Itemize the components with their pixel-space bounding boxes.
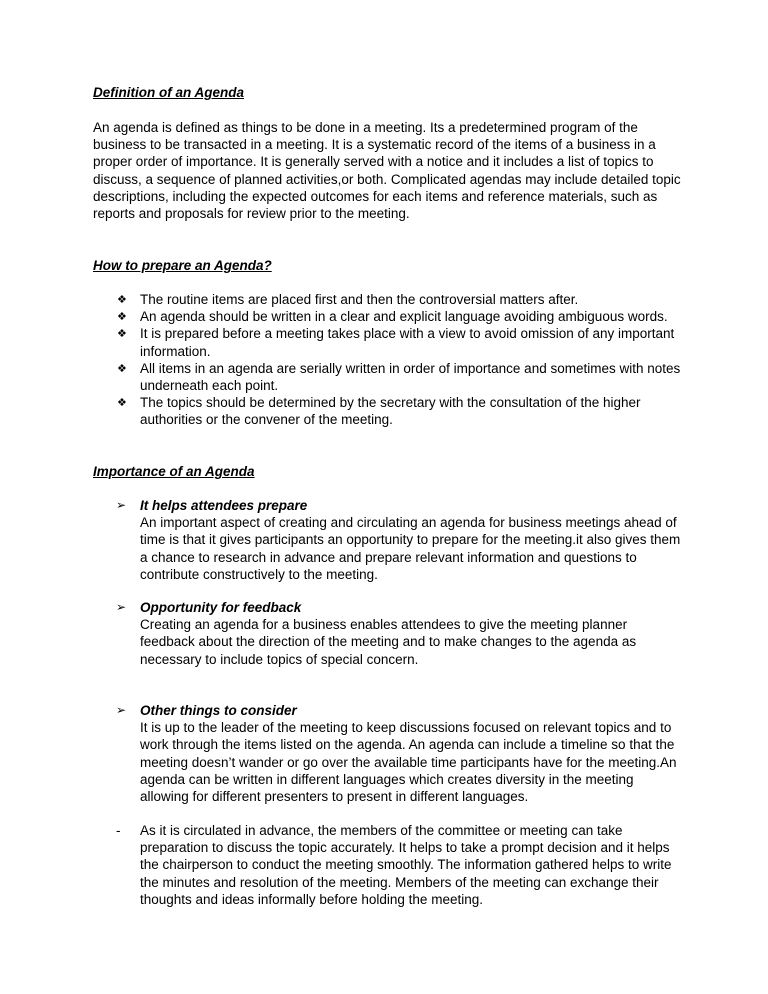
item-title: Other things to consider bbox=[140, 703, 297, 718]
definition-paragraph: An agenda is defined as things to be done in a meeting. Its a predetermined program of the business to be transacted in a meeting. It is a systematic record of the items of a business in a proper order of importance. It is generally served with a notice and it includes a list of topics to discuss, a sequence of planned activities,or both. Complicated agendas may include detailed topic descriptions, including the expected outcomes for each items and reference materials, such as reports and proposals for review prior to the meeting. bbox=[93, 120, 681, 222]
importance-item-feedback bbox=[93, 599, 683, 668]
diamond-bullet-icon: ❖ bbox=[117, 293, 127, 306]
list-item bbox=[93, 308, 683, 325]
arrowhead-bullet-icon: ➢ bbox=[116, 703, 127, 717]
preparation-bullet-list bbox=[93, 291, 683, 429]
list-item-text: The routine items are placed first and then the controversial matters after. bbox=[140, 292, 579, 307]
importance-item-other bbox=[93, 702, 683, 805]
importance-item-prepare bbox=[93, 497, 683, 583]
importance-dash-item bbox=[93, 822, 683, 908]
list-item bbox=[93, 291, 683, 308]
diamond-bullet-icon: ❖ bbox=[117, 310, 127, 324]
item-body: Creating an agenda for a business enables attendees to give the meeting planner feedback about the direction of the meeting and to make changes to the agenda as necessary to include topics of special concern. bbox=[140, 617, 637, 667]
definition-heading: Definition of an Agenda bbox=[93, 85, 244, 100]
item-body: As it is circulated in advance, the members of the committee or meeting can take preparation to discuss the topic accurately. It helps to take a prompt decision and it helps the chairperson to conduct the meeting smoothly. The information gathered helps to write the minutes and resolution of the meeting. Members of the meeting can exchange their thoughts and ideas informally before holding the meeting. bbox=[140, 823, 672, 907]
list-item bbox=[93, 325, 683, 359]
arrowhead-bullet-icon: ➢ bbox=[116, 498, 127, 512]
list-item bbox=[93, 394, 683, 428]
list-item-text: It is prepared before a meeting takes place with a view to avoid omission of any important information. bbox=[140, 326, 675, 359]
arrowhead-bullet-icon: ➢ bbox=[116, 600, 127, 614]
list-item bbox=[93, 360, 683, 394]
diamond-bullet-icon: ❖ bbox=[117, 361, 127, 375]
preparation-heading: How to prepare an Agenda? bbox=[93, 258, 272, 273]
diamond-bullet-icon: ❖ bbox=[117, 327, 127, 341]
importance-heading: Importance of an Agenda bbox=[93, 464, 255, 479]
item-title: It helps attendees prepare bbox=[140, 498, 308, 513]
list-item-text: The topics should be determined by the secretary with the consultation of the higher authorities or the convener of the meeting. bbox=[140, 395, 641, 428]
item-body: It is up to the leader of the meeting to keep discussions focused on relevant topics and to work through the items listed on the agenda. An agenda can include a timeline so that the meeting doesn’t wander or go over the available time participants have for the meeting.An agenda can be written in different languages which creates diversity in the meeting allowing for different presenters to present in different languages. bbox=[140, 720, 677, 805]
item-title: Opportunity for feedback bbox=[140, 600, 302, 615]
dash-marker: - bbox=[116, 823, 121, 838]
item-body: An important aspect of creating and circulating an agenda for business meetings ahead of time is that it gives participants an opportunity to prepare for the meeting.it also gives them a chance to research in advance and prepare relevant information and questions to contribute constructively to the meeting. bbox=[140, 515, 681, 582]
list-item-text: An agenda should be written in a clear and explicit language avoiding ambiguous words. bbox=[140, 309, 668, 325]
diamond-bullet-icon: ❖ bbox=[117, 396, 127, 410]
list-item-text: All items in an agenda are serially written in order of importance and sometimes with notes underneath each point. bbox=[140, 360, 681, 394]
